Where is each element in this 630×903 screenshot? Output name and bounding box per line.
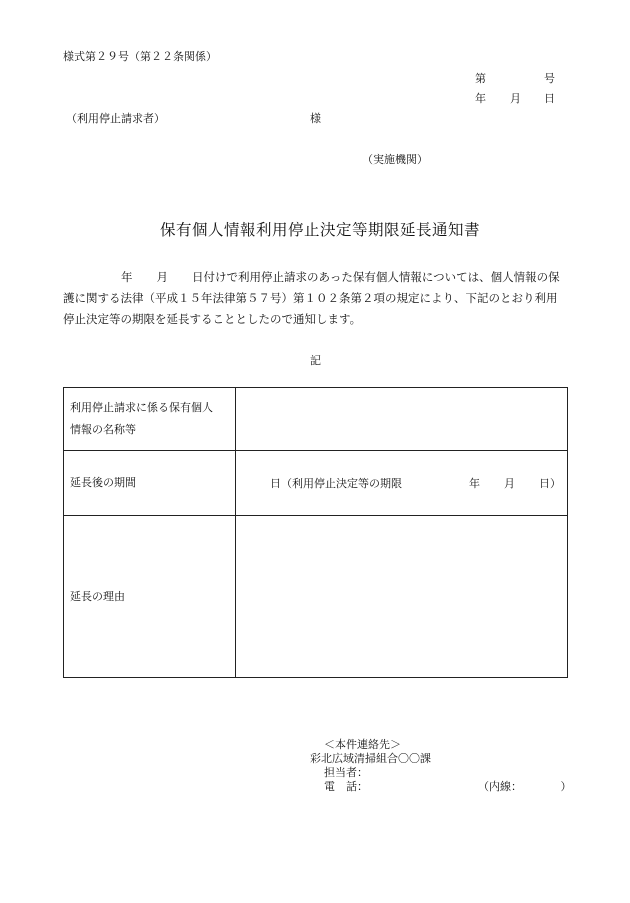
contact-heading: ＜本件連絡先＞ [324,738,401,751]
period-day-text: 日（利用停止決定等の期限 [270,477,402,490]
table-row [64,516,568,678]
period-month: 月 [504,477,515,490]
recipient-honorific: 様 [310,112,321,125]
doc-number-prefix: 第 [475,72,486,85]
doc-number-suffix: 号 [544,72,555,85]
extended-period-value [236,451,568,516]
body-paragraph [63,267,575,330]
body-line-1 [63,267,575,288]
date-day: 日 [544,92,555,105]
table-row [64,451,568,516]
contact-extension: （内線： ） [478,780,572,793]
form-id: 様式第２９号（第２２条関係） [63,50,217,63]
contact-person: 担当者： [324,766,368,779]
body-year: 年 [121,270,133,284]
subject-info-label: 利用停止請求に係る保有個人 情報の名称等 [64,388,236,451]
date-month: 月 [510,92,521,105]
issuer-label: （実施機関） [362,153,428,166]
subject-info-value [236,388,568,451]
recipient-label: （利用停止請求者） [66,112,165,125]
extended-period-label: 延長後の期間 [64,451,236,516]
period-day: 日） [539,477,561,490]
contact-org: 彩北広域清掃組合〇〇課 [310,752,431,765]
details-table [63,387,568,678]
body-line-3: 停止決定等の期限を延長することとしたので通知します。 [63,312,362,326]
extension-reason-label: 延長の理由 [64,516,236,678]
extension-reason-value [236,516,568,678]
contact-phone: 電 話： [324,780,368,793]
body-line-2: 護に関する法律（平成１５年法律第５７号）第１０２条第２項の規定により、下記のとおり利用 [63,291,558,305]
body-line-1-rest: 日付けで利用停止請求のあった保有個人情報については、個人情報の保 [192,270,560,284]
date-year: 年 [475,92,486,105]
ki-heading: 記 [310,354,321,367]
period-year: 年 [469,477,480,490]
table-row [64,388,568,451]
body-month: 月 [156,270,168,284]
document-title: 保有個人情報利用停止決定等期限延長通知書 [160,221,481,239]
